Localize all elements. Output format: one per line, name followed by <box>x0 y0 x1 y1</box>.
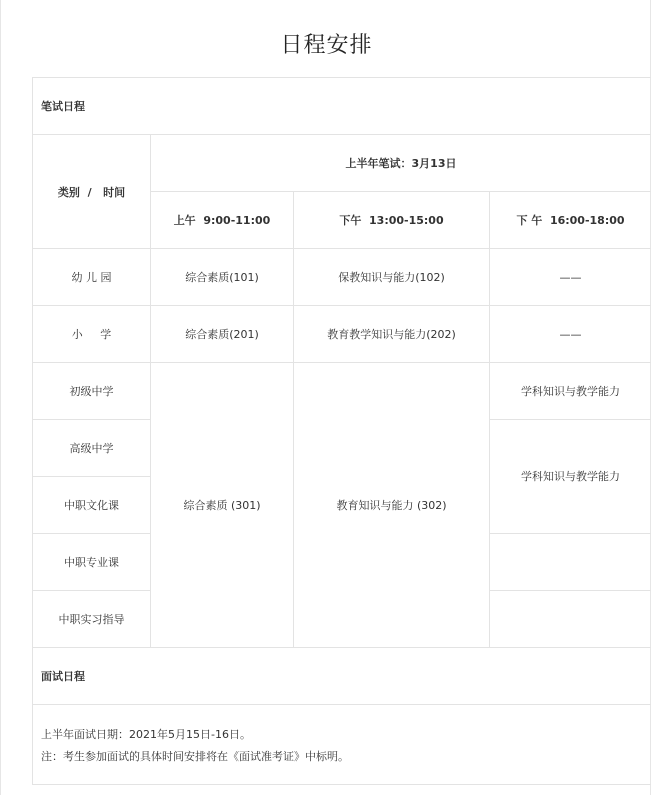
category-cell: 中职文化课 <box>33 477 151 534</box>
table-row <box>33 363 651 420</box>
table-row <box>33 705 651 785</box>
exam-cell: 综合素质(201) <box>151 306 294 363</box>
table-row <box>33 135 651 192</box>
slot-header-pm: 下午 13:00-15:00 <box>294 192 490 249</box>
table-row <box>33 78 651 135</box>
exam-cell: 学科知识与教学能力 <box>490 363 651 420</box>
written-date-header: 上半年笔试：3月13日 <box>151 135 651 192</box>
category-cell: 小 学 <box>33 306 151 363</box>
category-cell: 初级中学 <box>33 363 151 420</box>
category-cell: 幼 儿 园 <box>33 249 151 306</box>
table-row <box>33 306 651 363</box>
page-title: 日程安排 <box>280 33 373 58</box>
exam-cell-merged-am: 综合素质 (301) <box>151 363 294 648</box>
category-cell: 高级中学 <box>33 420 151 477</box>
category-cell: 中职实习指导 <box>33 591 151 648</box>
interview-note-text: 注：考生参加面试的具体时间安排将在《面试准考证》中标明。 <box>41 750 349 763</box>
slot-header-late: 下 午 16:00-18:00 <box>490 192 651 249</box>
empty-cell <box>490 534 651 591</box>
written-heading: 笔试日程 <box>33 78 651 135</box>
empty-cell <box>490 591 651 648</box>
exam-cell: 教育教学知识与能力(202) <box>294 306 490 363</box>
table-row <box>33 648 651 705</box>
category-time-header: 类别 / 时间 <box>33 135 151 249</box>
exam-cell: 学科知识与教学能力 <box>490 420 651 534</box>
exam-cell: —— <box>490 306 651 363</box>
interview-heading: 面试日程 <box>33 648 651 705</box>
interview-notes <box>33 705 651 785</box>
category-cell: 中职专业课 <box>33 534 151 591</box>
exam-cell: 保教知识与能力(102) <box>294 249 490 306</box>
table-row <box>33 249 651 306</box>
schedule-table <box>32 77 651 785</box>
exam-cell: 综合素质(101) <box>151 249 294 306</box>
slot-header-am: 上午 9:00-11:00 <box>151 192 294 249</box>
interview-date-text: 上半年面试日期：2021年5月15日-16日。 <box>41 728 251 741</box>
exam-cell-merged-pm: 教育知识与能力 (302) <box>294 363 490 648</box>
exam-cell: —— <box>490 249 651 306</box>
